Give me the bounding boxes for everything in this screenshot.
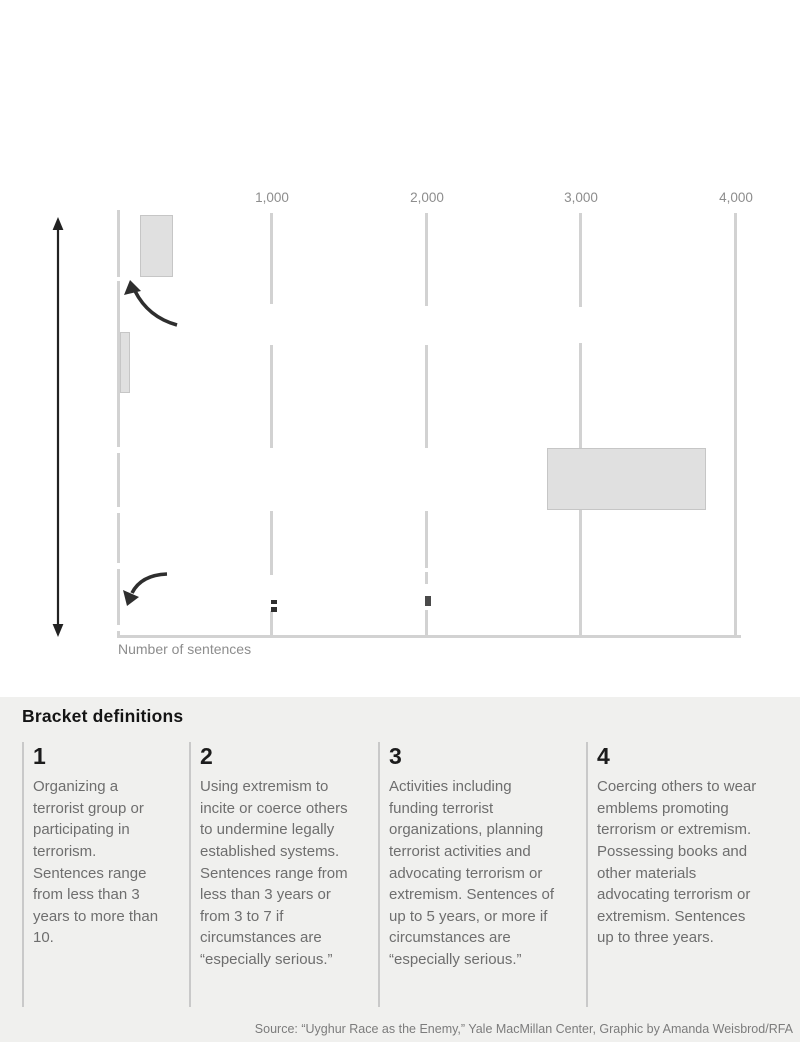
- y-axis-line: [117, 569, 120, 625]
- bracket-text: Organizing a terrorist group or participating in terrorism. Sentences range from less than 3 years to more than 10.: [33, 778, 159, 947]
- bracket-column-1: [22, 742, 189, 1007]
- y-axis-line: [117, 453, 120, 507]
- gridline-2000-segment: [425, 610, 428, 636]
- text-remnant-speck: [271, 607, 277, 612]
- y-axis-line: [117, 513, 120, 563]
- remnant-box-bracket2: [120, 332, 130, 393]
- gridline-2000-segment: [425, 345, 428, 448]
- gridline-1000-segment: [270, 611, 273, 636]
- text-remnant-speck: [425, 596, 431, 606]
- bracket-definitions-section: [0, 697, 800, 1042]
- bracket-columns: [22, 742, 800, 1007]
- x-tick-label-1000: 1,000: [255, 190, 289, 205]
- gridline-1000-segment: [270, 345, 273, 448]
- gridline-4000-segment: [734, 213, 737, 636]
- bracket-number: 1: [33, 743, 46, 769]
- severity-double-arrow-icon: [53, 217, 64, 637]
- source-credit: Source: “Uyghur Race as the Enemy,” Yale MacMillan Center, Graphic by Amanda Weisbrod/RFA: [254, 1022, 793, 1036]
- remnant-box-bracket3: [547, 448, 706, 510]
- text-remnant-speck: [271, 600, 277, 604]
- x-axis-line: [117, 635, 741, 638]
- x-tick-label-2000: 2,000: [410, 190, 444, 205]
- remnant-box-bracket1: [140, 215, 173, 277]
- bracket-text: Activities including funding terrorist organizations, planning terrorist activities and advocating terrorism or extremism. Sentences of up to 5 years, or more if circumstances are “especially serious.”: [389, 778, 555, 969]
- bracket-text: Coercing others to wear emblems promoting terrorism or extremism. Possessing books and other materials advocating terrorism or extremism. Sentences up to three years.: [597, 778, 757, 947]
- x-axis-title: Number of sentences: [118, 641, 252, 657]
- gridline-2000-segment: [425, 572, 428, 584]
- gridline-2000-segment: [425, 511, 428, 568]
- bracket-column-2: [189, 742, 378, 1007]
- bracket-column-4: [586, 742, 800, 1007]
- bracket-number: 3: [389, 743, 402, 769]
- bracket-number: 4: [597, 743, 610, 769]
- curved-arrow-bottom-icon: [123, 574, 167, 606]
- gridline-3000-segment: [579, 213, 582, 307]
- bracket-number: 2: [200, 743, 213, 769]
- gridline-1000-segment: [270, 213, 273, 304]
- x-tick-label-4000: 4,000: [719, 190, 753, 205]
- gridline-2000-segment: [425, 213, 428, 306]
- section-heading: Bracket definitions: [22, 706, 184, 726]
- y-axis-line: [117, 210, 120, 277]
- curved-arrow-top-icon: [124, 280, 177, 325]
- bracket-text: Using extremism to incite or coerce others to undermine legally established systems. Sentences range from less than 3 years or from 3 to 7 if circumstances are “especially serious.”: [200, 778, 348, 969]
- x-tick-label-3000: 3,000: [564, 190, 598, 205]
- bracket-column-3: [378, 742, 586, 1007]
- gridline-1000-segment: [270, 511, 273, 575]
